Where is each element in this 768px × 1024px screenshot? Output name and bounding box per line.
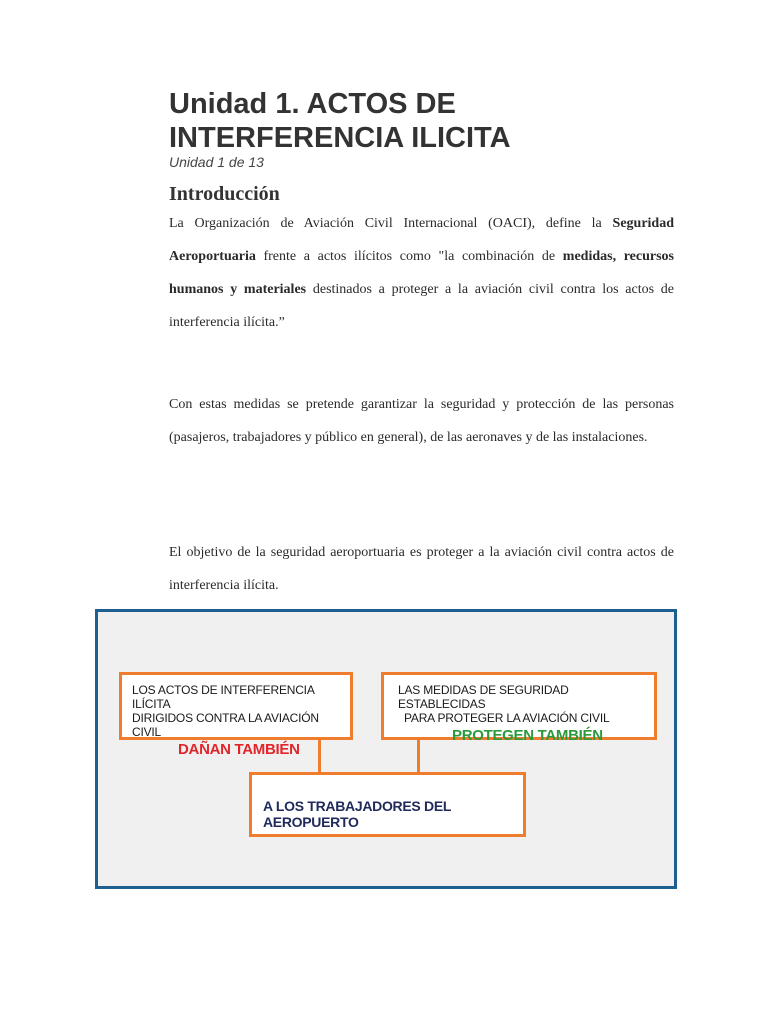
workers-text: A LOS TRABAJADORES DEL AEROPUERTO xyxy=(263,798,451,830)
diagram-box-illicit-acts xyxy=(119,672,353,758)
illicit-acts-line-2: DIRIGIDOS CONTRA LA AVIACIÓN CIVIL xyxy=(132,711,319,739)
illicit-acts-line-1: LOS ACTOS DE INTERFERENCIA ILÍCITA xyxy=(132,683,314,711)
intro-text-1: La Organización de Aviación Civil Internacional (OACI), define la xyxy=(169,216,613,231)
intro-paragraph xyxy=(169,207,674,339)
unit-counter: Unidad 1 de 13 xyxy=(169,154,264,170)
connector-left xyxy=(318,740,321,773)
objective-paragraph: El objetivo de la seguridad aeroportuaria es proteger a la aviación civil contra actos de interferencia ilícita. xyxy=(169,545,674,593)
connector-right xyxy=(417,740,420,773)
intro-bold-2: medidas, recursos humanos y materiales xyxy=(169,249,674,297)
measures-paragraph: Con estas medidas se pretende garantizar la seguridad y protección de las personas (pasajeros, trabajadores y público en general), de las aeronaves y de las instalaciones. xyxy=(169,397,674,445)
intro-text-2: frente a actos ilícitos como "la combinación de xyxy=(255,249,563,264)
intro-text-3: destinados a proteger a la aviación civil contra los actos de interferencia ilícita.” xyxy=(169,282,674,330)
diagram-box-security-measures xyxy=(381,672,657,744)
security-measures-emphasis: PROTEGEN TAMBIÉN xyxy=(452,727,603,744)
page-title: Unidad 1. ACTOS DE INTERFERENCIA ILICITA xyxy=(169,88,511,154)
diagram-box-workers xyxy=(249,772,526,837)
section-heading: Introducción xyxy=(169,183,280,205)
intro-bold-1: Seguridad Aeroportuaria xyxy=(169,216,674,264)
security-measures-line-1: LAS MEDIDAS DE SEGURIDAD ESTABLECIDAS xyxy=(398,683,569,711)
diagram-figure xyxy=(95,609,677,889)
illicit-acts-emphasis: DAÑAN TAMBIÉN xyxy=(178,741,300,758)
security-measures-line-2: PARA PROTEGER LA AVIACIÓN CIVIL xyxy=(404,711,610,725)
